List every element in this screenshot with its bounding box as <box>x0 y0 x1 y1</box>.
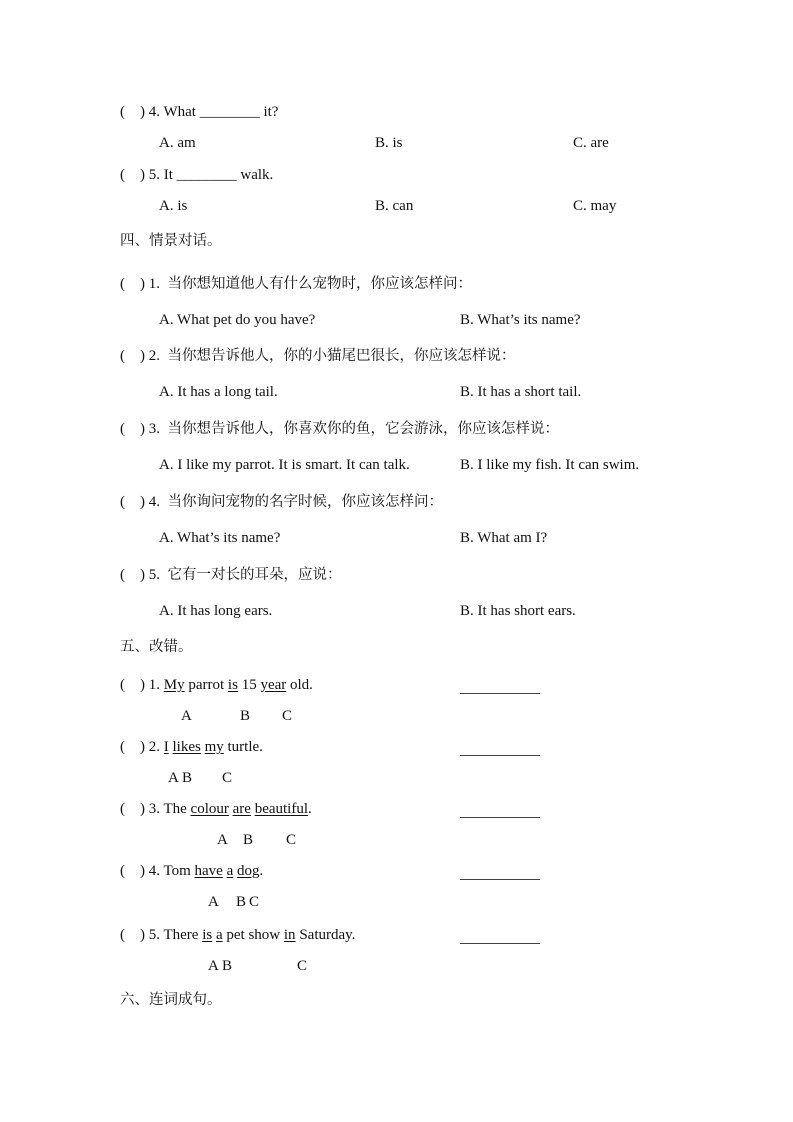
option-b: B. What’s its name? <box>460 312 581 328</box>
question-4: ( ) 4. What ________ it? <box>120 104 279 120</box>
error-label: A <box>208 894 219 910</box>
error-label: B <box>182 770 193 786</box>
section-title: 六、连词成句。 <box>120 992 222 1008</box>
sentence-text: old. <box>286 677 313 693</box>
underlined-word: my <box>204 739 224 755</box>
error-sentence <box>120 738 263 756</box>
dialog-question <box>120 347 516 365</box>
sentence-text: parrot <box>184 677 228 693</box>
error-sentence <box>120 676 313 694</box>
error-label: B <box>236 894 247 910</box>
question-text: 当你询问宠物的名字时候，你应该怎样问： <box>167 494 443 510</box>
underlined-word: is <box>227 677 238 693</box>
dialog-question <box>120 275 472 293</box>
question-text: 当你想告诉他人，你喜欢你的鱼，它会游泳，你应该怎样说： <box>167 421 559 437</box>
sentence-text: 15 <box>237 677 261 693</box>
answer-blank[interactable] <box>460 692 540 694</box>
section-title: 四、情景对话。 <box>120 233 222 249</box>
question-number: ( ) 1. <box>120 276 160 292</box>
option-a: A. It has long ears. <box>159 603 273 619</box>
question-number: ( ) 3. The <box>120 801 191 817</box>
error-sentence <box>120 926 355 944</box>
option-a: A. What’s its name? <box>159 530 281 546</box>
error-label: C <box>222 770 233 786</box>
option-a: A. is <box>159 198 188 214</box>
underlined-word: is <box>202 927 213 943</box>
dialog-question <box>120 493 443 511</box>
question-number: ( ) 1. <box>120 677 164 693</box>
answer-blank[interactable] <box>460 942 540 944</box>
sentence-text: Saturday. <box>295 927 356 943</box>
error-sentence <box>120 800 312 818</box>
dialog-question <box>120 420 559 438</box>
error-label: C <box>297 958 308 974</box>
error-label: A <box>181 708 192 724</box>
error-sentence <box>120 862 263 880</box>
option-b: B. What am I? <box>460 530 548 546</box>
option-c: C. are <box>573 135 609 151</box>
answer-blank[interactable] <box>460 816 540 818</box>
underlined-word: year <box>260 677 287 693</box>
error-label: B <box>243 832 254 848</box>
option-a: A. It has a long tail. <box>159 384 278 400</box>
underlined-word: likes <box>172 739 201 755</box>
answer-blank[interactable] <box>460 754 540 756</box>
question-number: ( ) 4. <box>120 494 160 510</box>
question-text: 当你想告诉他人，你的小猫尾巴很长，你应该怎样说： <box>167 348 516 364</box>
error-label: A <box>208 958 219 974</box>
option-a: A. am <box>159 135 196 151</box>
option-b: B. is <box>375 135 403 151</box>
dialog-question <box>120 566 342 584</box>
error-label: C <box>282 708 293 724</box>
error-label: A <box>217 832 228 848</box>
sentence-text: . <box>259 863 264 879</box>
option-b: B. can <box>375 198 414 214</box>
underlined-word: have <box>194 863 223 879</box>
error-label: A <box>168 770 179 786</box>
error-label: B <box>222 958 233 974</box>
error-label: C <box>286 832 297 848</box>
question-number: ( ) 5. There <box>120 927 203 943</box>
question-text: 当你想知道他人有什么宠物时，你应该怎样问： <box>167 276 472 292</box>
option-b: B. It has short ears. <box>460 603 576 619</box>
question-number: ( ) 5. <box>120 567 160 583</box>
question-number: ( ) 2. <box>120 348 160 364</box>
error-label: C <box>249 894 260 910</box>
question-5: ( ) 5. It ________ walk. <box>120 167 274 183</box>
option-a: A. I like my parrot. It is smart. It can talk. <box>159 457 410 473</box>
underlined-word: a <box>215 927 223 943</box>
answer-blank[interactable] <box>460 878 540 880</box>
underlined-word: colour <box>190 801 229 817</box>
question-number: ( ) 4. Tom <box>120 863 195 879</box>
sentence-text: pet show <box>222 927 284 943</box>
underlined-word: I <box>163 739 169 755</box>
sentence-text: . <box>308 801 312 817</box>
section-title: 五、改错。 <box>120 639 193 655</box>
underlined-word: in <box>283 927 296 943</box>
underlined-word: dog <box>237 863 260 879</box>
option-b: B. It has a short tail. <box>460 384 582 400</box>
option-b: B. I like my fish. It can swim. <box>460 457 640 473</box>
underlined-word: beautiful <box>254 801 309 817</box>
sentence-text: turtle. <box>223 739 263 755</box>
error-label: B <box>240 708 251 724</box>
underlined-word: are <box>232 801 251 817</box>
question-number: ( ) 3. <box>120 421 160 437</box>
question-text: 它有一对长的耳朵，应说： <box>167 567 342 583</box>
question-number: ( ) 2. <box>120 739 164 755</box>
underlined-word: a <box>226 863 234 879</box>
option-a: A. What pet do you have? <box>159 312 316 328</box>
underlined-word: My <box>163 677 185 693</box>
option-c: C. may <box>573 198 617 214</box>
